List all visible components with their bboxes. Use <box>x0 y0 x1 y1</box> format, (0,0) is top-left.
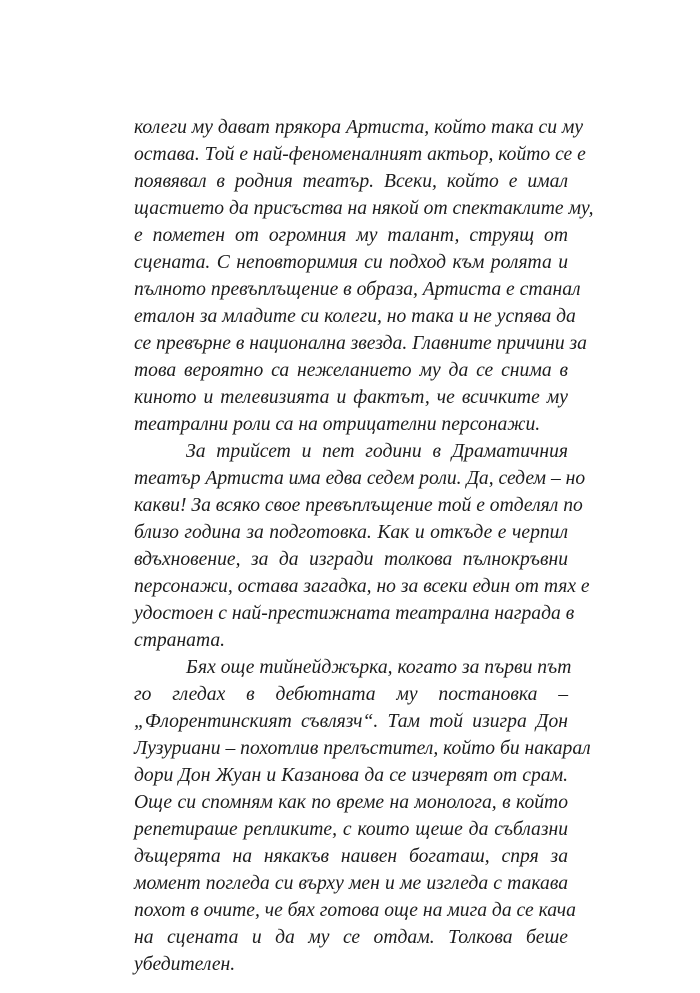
text-line: колеги му дават прякора Артиста, който така си му <box>134 117 584 138</box>
text-line: еталон за младите си колеги, но така и не успява да <box>134 306 576 327</box>
text-line: Лузуриани – похотлив прелъстител, който би накарал <box>134 738 591 759</box>
text-line: удостоен с най-престижната театрална награда в <box>134 603 575 624</box>
text-line: киното и телевизията и фактът, че всичките му <box>134 387 568 408</box>
text-line: персонажи, остава загадка, но за всеки един от тях е <box>134 576 590 597</box>
body-text <box>134 114 594 978</box>
text-line: похот в очите, че бях готова още на мига да се кача <box>134 900 576 921</box>
text-line: това вероятно са нежеланието му да се снима в <box>134 360 568 381</box>
text-line: дори Дон Жуан и Казанова да се изчервят от срам. <box>134 765 568 786</box>
text-line: Още си спомням как по време на монолога, в който <box>134 792 568 813</box>
text-line: убедителен. <box>134 954 236 975</box>
text-line: появявал в родния театър. Всеки, който е имал <box>134 171 568 192</box>
text-line: страната. <box>134 630 226 651</box>
text-line: щастието да присъства на някой от спектаклите му, <box>134 198 594 219</box>
text-line: вдъхновение, за да изгради толкова пълнокръвни <box>134 549 568 570</box>
text-line: „Флорентинският съвлязч“. Там той изигра Дон <box>134 711 568 732</box>
text-line: Бях още тийнейджърка, когато за първи път <box>186 657 572 678</box>
text-line: го гледах в дебютната му постановка – <box>134 684 568 705</box>
text-line: момент погледа си върху мен и ме изгледа с такава <box>134 873 568 894</box>
text-line: близо година за подготовка. Как и откъде е черпил <box>134 522 568 543</box>
text-line: театър Артиста има едва седем роли. Да, седем – но <box>134 468 586 489</box>
text-line: остава. Той е най-феноменалният актьор, който се е <box>134 144 586 165</box>
text-line: За трийсет и пет години в Драматичния <box>186 441 568 462</box>
text-line: театрални роли са на отрицателни персонажи. <box>134 414 541 435</box>
text-line: какви! За всяко свое превъплъщение той е отделял по <box>134 495 583 516</box>
paragraph-1 <box>134 114 594 438</box>
text-line: на сцената и да му се отдам. Толкова беше <box>134 927 568 948</box>
paragraph-3 <box>134 654 591 978</box>
text-line: дъщерята на някакъв наивен богаташ, спря за <box>134 846 568 867</box>
text-line: сцената. С неповторимия си подход към ролята и <box>134 252 568 273</box>
text-line: пълното превъплъщение в образа, Артиста е станал <box>134 279 581 300</box>
text-line: се превърне в национална звезда. Главните причини за <box>134 333 587 354</box>
paragraph-2 <box>134 438 590 654</box>
text-line: е пометен от огромния му талант, струящ от <box>134 225 568 246</box>
text-line: репетираше репликите, с които щеше да съблазни <box>134 819 568 840</box>
